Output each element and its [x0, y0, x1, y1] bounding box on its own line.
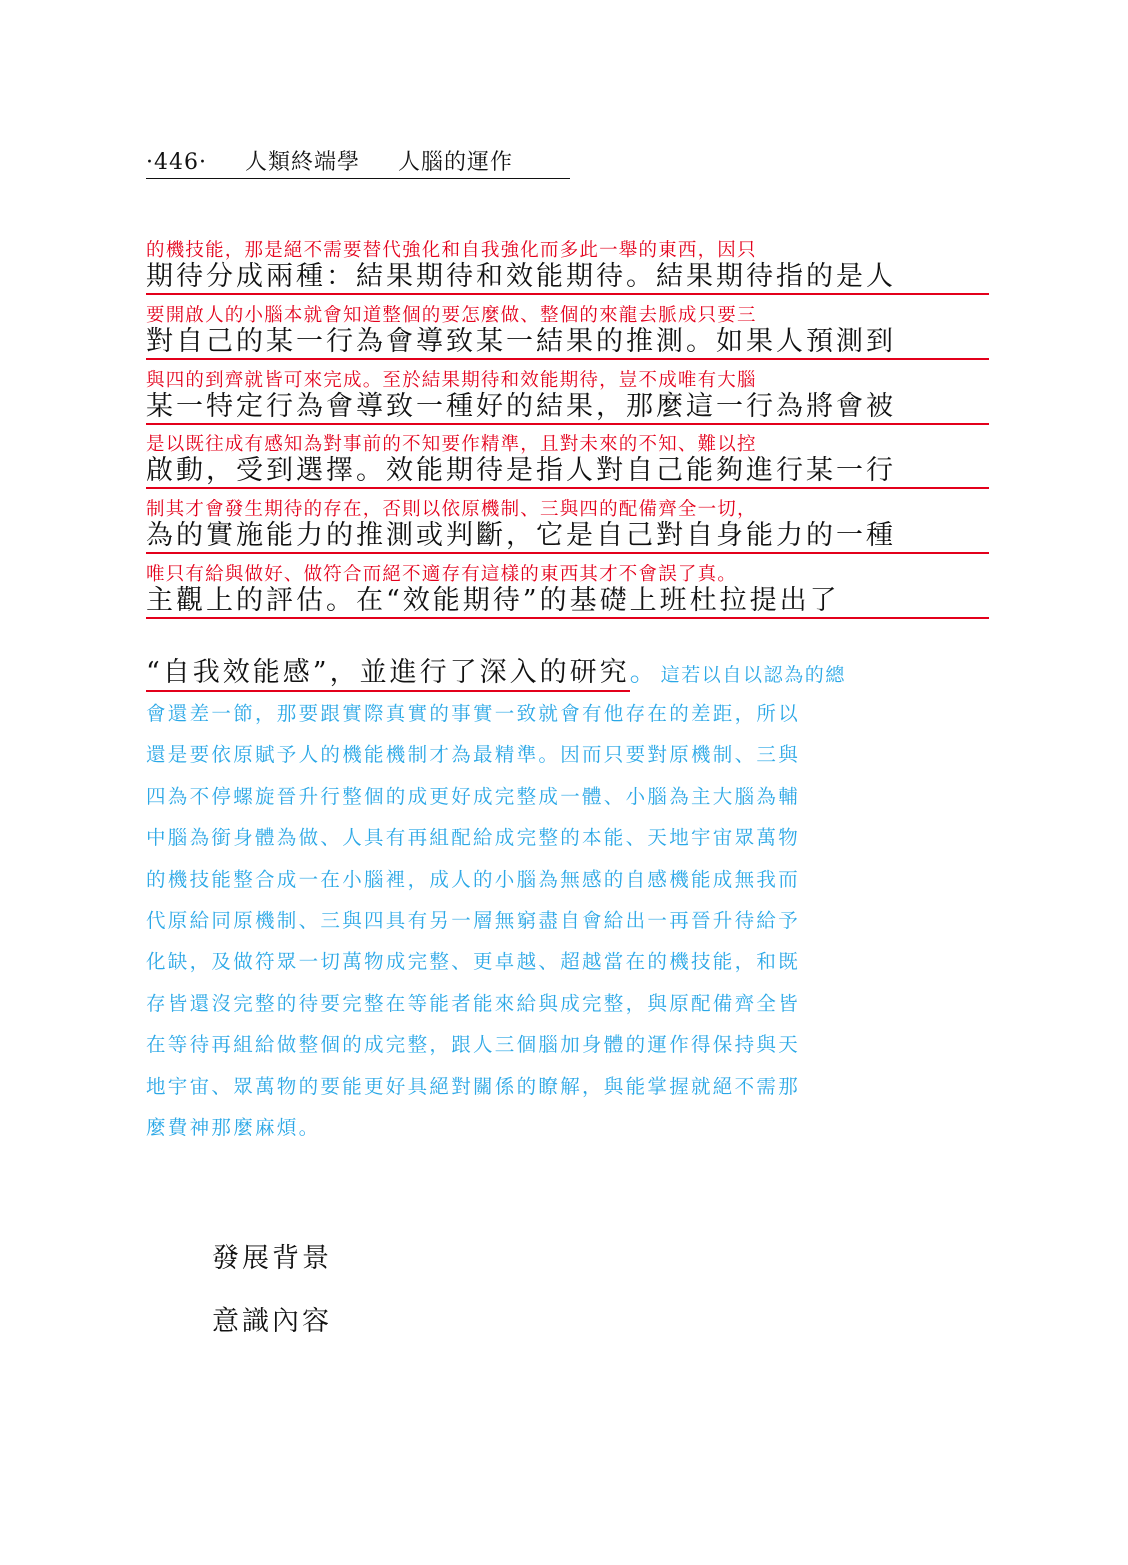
- red-annotation: 要開啟人的小腦本就會知道整個的要怎麼做、整個的來龍去脈成只要三: [146, 305, 757, 326]
- red-annotation: 制其才會發生期待的存在，否則以依原機制、三與四的配備齊全一切，: [146, 499, 757, 520]
- body-line: 某一特定行為會導致一種好的結果，那麼這一行為將會被: [146, 391, 896, 422]
- body-line: 主觀上的評估。在“效能期待”的基礎上班杜拉提出了: [146, 585, 840, 616]
- running-header: [146, 148, 570, 179]
- red-underline: [146, 423, 989, 425]
- body-line: 對自己的某一行為會導致某一結果的推測。如果人預測到: [146, 326, 896, 357]
- body-line-with-comment: [146, 650, 989, 686]
- section-heading: 發展背景: [212, 1243, 332, 1274]
- red-underline: [146, 617, 989, 619]
- commentary-line: 的機技能整合成一在小腦裡，成人的小腦為無感的自感機能成無我而: [146, 867, 801, 891]
- section-heading: 意識內容: [212, 1306, 332, 1337]
- red-underline: [146, 358, 989, 360]
- commentary-line: 在等待再組給做整個的成完整，跟人三個腦加身體的運作得保持與天: [146, 1033, 801, 1057]
- blue-commentary-start: 這若以自以認為的總: [660, 664, 847, 686]
- commentary-line: 麼費神那麼麻煩。: [146, 1115, 321, 1139]
- blue-commentary: [146, 693, 996, 1148]
- red-annotation: 與四的到齊就皆可來完成。至於結果期待和效能期待，豈不成唯有大腦: [146, 370, 757, 391]
- commentary-line: 代原給同原機制、三與四具有另一層無窮盡自會給出一再晉升待給予: [146, 908, 801, 932]
- red-annotation: 的機技能，那是絕不需要替代強化和自我強化而多此一舉的東西，因只: [146, 240, 757, 261]
- period-mark: 。: [629, 657, 657, 688]
- page-number: ·446·: [146, 150, 207, 175]
- commentary-line: 還是要依原賦予人的機能機制才為最精準。因而只要對原機制、三與: [146, 743, 801, 767]
- body-line: “自我效能感”，並進行了深入的研究: [146, 657, 630, 692]
- red-underline: [146, 293, 989, 295]
- body-line: 啟動，受到選擇。效能期待是指人對自己能夠進行某一行: [146, 455, 896, 486]
- red-annotation: 是以既往成有感知為對事前的不知要作精準，且對未來的不知、難以控: [146, 434, 757, 455]
- commentary-line: 存皆還沒完整的待要完整在等能者能來給與成完整，與原配備齊全皆: [146, 991, 801, 1015]
- chapter-title: 人腦的運作: [398, 150, 514, 175]
- commentary-line: 會還差一節，那要跟實際真實的事實一致就會有他存在的差距，所以: [146, 702, 801, 725]
- red-underline: [146, 552, 989, 554]
- book-title: 人類終端學: [244, 150, 360, 175]
- red-annotation: 唯只有給與做好、做符合而絕不適存有這樣的東西其才不會誤了真。: [146, 564, 738, 585]
- body-line: 為的實施能力的推測或判斷，它是自己對自身能力的一種: [146, 520, 896, 551]
- commentary-line: 四為不停螺旋晉升行整個的成更好成完整成一體、小腦為主大腦為輔: [146, 784, 801, 808]
- commentary-line: 中腦為銜身體為做、人具有再組配給成完整的本能、天地宇宙眾萬物: [146, 826, 801, 850]
- red-underline: [146, 487, 989, 489]
- body-line: 期待分成兩種：結果期待和效能期待。結果期待指的是人: [146, 261, 896, 292]
- commentary-line: 地宇宙、眾萬物的要能更好具絕對關係的瞭解，與能掌握就絕不需那: [146, 1074, 801, 1098]
- commentary-line: 化缺，及做符眾一切萬物成完整、更卓越、超越當在的機技能，和既: [146, 950, 801, 974]
